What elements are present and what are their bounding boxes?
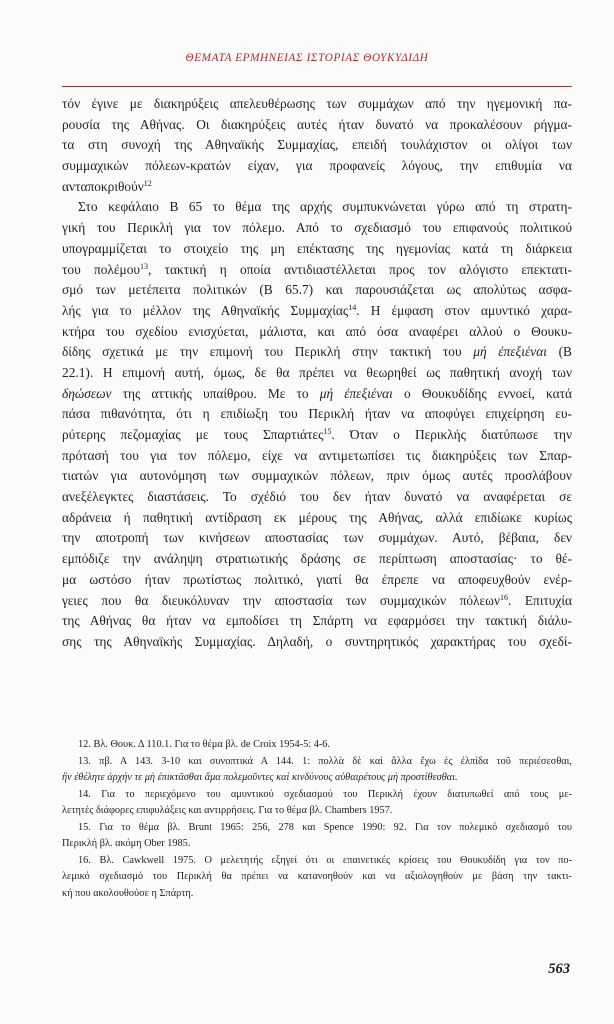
text-line: 22.1). Η επιμονή αυτή, όμως, δε θα πρέπει να θεωρηθεί ως παθητική ανοχή των <box>62 364 572 380</box>
text-line: την αποτροπή των κινήσεων αποστασίας των συμμάχων. Αυτό, βέβαια, δεν <box>62 530 572 546</box>
footnote-ref: 16 <box>500 592 509 602</box>
footnote-13: 13. πβ. Α 143. 3-10 και συνοπτικά Α 144. 1: πολλὰ δὲ καὶ ἄλλα ἔχω ἐς ἐλπίδα τοῦ περιέσεσθαι, <box>78 755 572 767</box>
footnote-15: 15. Για το θέμα βλ. Brunt 1965: 256, 278 και Spence 1990: 92. Για τον πολεμικό σχεδιασμό του <box>78 821 572 833</box>
text-line: κτήρα του σχεδίου ενισχύεται, μάλιστα, και από όσα αναφέρει αλλού ο Θουκυ- <box>62 323 572 339</box>
main-text <box>62 94 572 653</box>
footnote-16-cont: λεμικό σχεδιασμό του Περικλή θα πρέπει να κατανοηθούν και να αξιολογηθούν με βάση την τακτι- <box>62 871 572 882</box>
footnote-ref: 13 <box>140 261 149 271</box>
page-number: 563 <box>548 961 570 977</box>
text-line: ανταποκριθούν$^{12}$ <box>62 178 152 194</box>
text-line: μα ωστόσο ήταν πρωτίστως πολιτικό, γιατί θα έπρεπε να αποφευχθούν ενέρ- <box>62 571 572 587</box>
footnote-16-cont: κή που ακολουθούσε η Σπάρτη. <box>62 887 194 899</box>
footnote-16: 16. Βλ. Cawkwell 1975. Ο μελετητής εξηγεί ότι οι επαινετικές κρίσεις του Θουκυδίδη για τον πο- <box>78 854 572 866</box>
footnote-13-cont: ἢν ἐθέλητε ἀρχήν τε μὴ ἐπικτᾶσθαι ἅμα πολεμοῦντες καὶ κινδύνους αὐθαιρέτους μὴ προστίθεσθαι. <box>62 772 458 783</box>
text-line: λής για το μέλλον της Αθηναϊκής Συμμαχίας$^{14}$. Η έμφαση στον αμυντικό χαρα- <box>62 302 572 318</box>
text-line: ανεξέλεγκτες διαστάσεις. Το σχέδιό του δεν ήταν δυνατό να αναφέρεται σε <box>62 489 572 505</box>
text-line: γική του Περικλή για τον πόλεμο. Από το σχεδιασμό του επιφανούς πολιτικού <box>62 220 572 236</box>
text-line: ρύτερης πεζομαχίας με τους Σπαρτιάτες$^{15}$. Όταν ο Περικλής διατύπωσε την <box>62 427 572 442</box>
footnote-ref: 15 <box>323 427 332 436</box>
text-line: ρουσία της Αθήνας. Οι διακηρύξεις αυτές ήταν δυνατό να προκαλέσουν ρήγμα- <box>62 116 572 132</box>
footnote-14-cont: λετητές διάφορες επιφυλάξεις και αντιρρήσεις. Για το θέμα βλ. Chambers 1957. <box>62 805 393 816</box>
text-line: Στο κεφάλαιο Β 65 το θέμα της αρχής συμπυκνώνεται γύρω από τη στρατη- <box>78 199 572 215</box>
text-line: δηώσεων της αττικής υπαίθρου. Με το μή ἐπεξιέναι ο Θουκυδίδης εννοεί, κατά <box>62 385 572 401</box>
text-line: εμπόδιζε την ανάληψη στρατιωτικής δράσης σε περίπτωση αποστασίας· το θέ- <box>62 551 572 567</box>
text-line: υπογραμμίζεται το στοιχείο της μη επέκτασης της ηγεμονίας κατά τη διάρκεια <box>62 240 572 256</box>
text-line: γειες που θα διευκόλυναν την αποστασία των συμμαχικών πόλεων$^{16}$. Επιτυχία <box>62 592 572 608</box>
text-line: σης της Αθηναϊκής Συμμαχίας. Δηλαδή, ο συντηρητικός χαρακτήρας του σχεδί- <box>62 633 572 649</box>
text-line: του πολέμου$^{13}$, τακτική η οποία αντιδιαστέλλεται προς τον αλόγιστο επεκτατι- <box>62 261 572 277</box>
text-line: σμό των μετέπειτα πολιτικών (Β 65.7) και παρουσιάζεται ως απολύτως ασφα- <box>62 282 572 298</box>
footnotes <box>62 737 572 902</box>
footnote-12: 12. Βλ. Θουκ. Δ 110.1. Για το θέμα βλ. de Croix 1954-5: 4-6. <box>78 739 331 750</box>
footnote-15-cont: Περικλή βλ. ακόμη Ober 1985. <box>62 838 191 849</box>
footnote-ref: 14 <box>348 302 357 312</box>
text-line: δίδης σχετικά με την επιμονή του Περικλή στην τακτική του μή ἐπεξιέναι (Β <box>62 344 572 360</box>
text-line: πρότασή του για τον πόλεμο, είχε να αντιμετωπίσει τις διακηρύξεις των Σπαρ- <box>62 447 572 463</box>
text-line: αδράνεια ή παθητική αντίδραση εκ μέρους της Αθήνας, αλλά επιδίωκε κυρίως <box>62 509 572 525</box>
header-rule <box>62 86 572 87</box>
text-line: συμμαχικών πόλεων-κρατών είχαν, για προφανείς λόγους, την επιθυμία να <box>62 158 572 174</box>
running-head: ΘΕΜΑΤΑ ΕΡΜΗΝΕΙΑΣ ΙΣΤΟΡΙΑΣ ΘΟΥΚΥΔΙΔΗ <box>185 52 429 64</box>
text-line: τιατών για αυτονόμηση των συμμαχικών πόλεων, πριν όμως αυτές προσλάβουν <box>62 468 572 484</box>
footnote-14: 14. Για το περιεχόμενο του αμυντικού σχεδιασμού του Περικλή έχουν διατυπωθεί από τους με- <box>78 788 572 800</box>
text-line: τόν έγινε με διακηρύξεις απελευθέρωσης των συμμάχων από την ηγεμονική πα- <box>62 96 572 111</box>
footnote-ref: 12 <box>143 178 152 188</box>
text-line: της Αθήνας θα ήταν να εμποδίσει τη Σπάρτη να εφαρμόσει την τακτική διάλυ- <box>62 613 572 629</box>
text-line: πάσα πιθανότητα, ότι η επιδίωξη του Περικλή ήταν να αποφύγει επιχείρηση ευ- <box>62 406 572 422</box>
text-line: τα στη συνοχή της Αθηναϊκής Συμμαχίας, επειδή τουλάχιστον οι ολίγοι των <box>62 137 572 153</box>
